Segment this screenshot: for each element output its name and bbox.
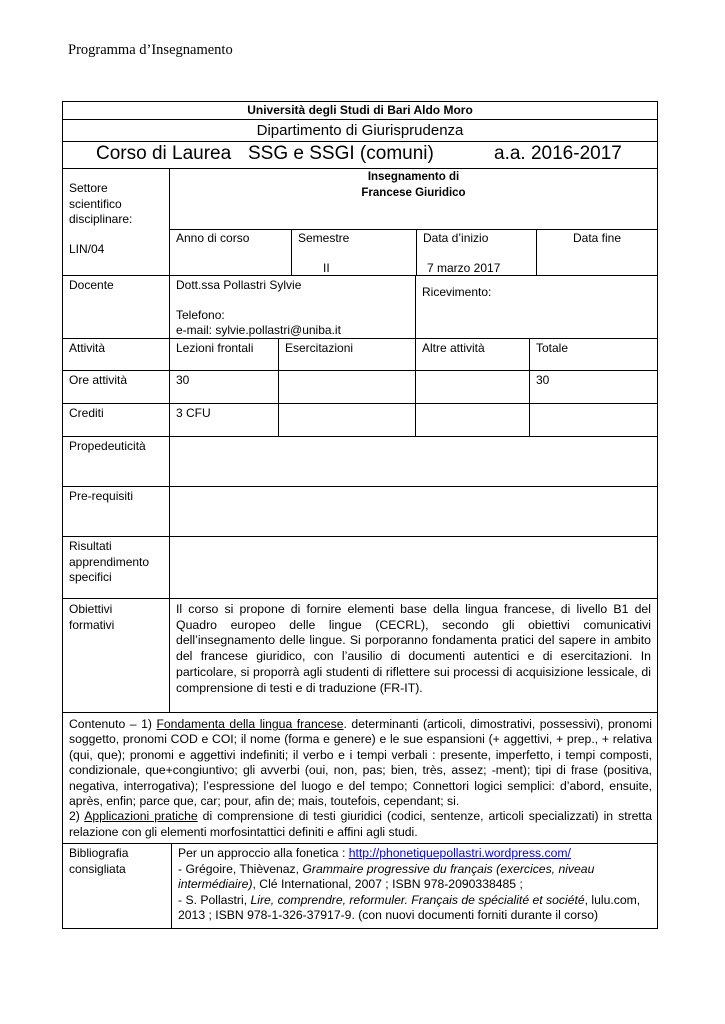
fonetica-prefix: Per un approccio alla fonetica : [178, 846, 349, 860]
crediti-altre [415, 404, 529, 436]
bibliografia-label-1: Bibliografia [69, 846, 129, 860]
ore-totale: 30 [529, 371, 657, 403]
contenuto-text [63, 713, 657, 840]
bibliografia-ref-2 [178, 893, 651, 924]
course-row [63, 142, 657, 169]
data-fine-cell [536, 229, 657, 275]
anno-label: Anno di corso [176, 231, 250, 245]
attivita-col-lezioni: Lezioni frontali [169, 339, 278, 370]
propedeuticita-value [169, 437, 657, 486]
obiettivi-text: Il corso si propone di fornire elementi base della lingua francese, di livello B1 del Quadro europeo delle lingue (CECRL), secondo gli obiettivi comunicativi dell’insegnamento delle lingue. Si porporanno fondamenta pratici del sapere in ambito del francese giuridico, con l’ausilio di documenti autentici e di esercitazioni. In particolare, si proporrà agli studenti di riflettere sui processi di acquisizione lessicale, di comprensione di testi e di traduzione (FR-IT). [169, 599, 657, 712]
propedeuticita-label: Propedeuticità [69, 439, 146, 453]
bibliografia-label-2: consigliata [69, 861, 126, 876]
data-inizio-label: Data d’inizio [423, 231, 489, 245]
semestre-value: II [323, 260, 330, 275]
insegnamento-label: Insegnamento di [367, 171, 460, 183]
contenuto-part1-title: Fondamenta della lingua francese [156, 717, 344, 731]
course-label: Corso di Laurea [96, 143, 232, 164]
risultati-label-cell [63, 537, 169, 598]
crediti-totale [529, 404, 657, 436]
risultati-row [63, 537, 657, 599]
contenuto-prefix2: 2) [69, 809, 85, 824]
university-name: Università degli Studi di Bari Aldo Moro [247, 103, 473, 117]
settore-row [63, 169, 657, 276]
data-inizio-cell [416, 229, 536, 275]
insegnamento-cell [170, 169, 657, 230]
docente-label: Docente [69, 278, 114, 292]
ore-esercitazioni [278, 371, 415, 403]
ref2-rest: , lulu.com, 2013 ; ISBN 978-1-326-37917-9. (con nuovi documenti forniti durante il corso) [178, 892, 641, 923]
contenuto-part2-text: di comprensione di testi giuridici (codici, sentenze, articoli specializzati) in stretta relazione con gli elementi morfosintattici definiti e affini agli studi. [69, 809, 652, 839]
ore-altre [415, 371, 529, 403]
data-fine-label: Data fine [572, 231, 622, 245]
risultati-label-1: Risultati [69, 539, 112, 553]
settore-cell [63, 169, 169, 275]
settore-label-3: disciplinare: [69, 212, 133, 226]
fonetica-link[interactable]: http://phonetiquepollastri.wordpress.com/ [348, 846, 571, 860]
settore-code: LIN/04 [69, 241, 105, 256]
insegnamento-area [169, 169, 657, 275]
anno-cell [170, 229, 291, 275]
risultati-label-2: apprendimento [69, 554, 150, 569]
bibliografia-row [63, 844, 657, 928]
semestre-cell [291, 229, 416, 275]
ref1-rest: , Clé International, 2007 ; ISBN 978-2090338485 ; [252, 877, 523, 892]
contenuto-part2-title: Applicazioni pratiche [84, 809, 198, 824]
obiettivi-label-1: Obiettivi [69, 602, 113, 616]
attivita-label: Attività [69, 341, 106, 355]
ore-row [63, 371, 657, 404]
attivita-row [63, 339, 657, 371]
attivita-col-totale: Totale [529, 339, 657, 370]
university-row [63, 102, 657, 120]
academic-year: a.a. 2016-2017 [494, 143, 622, 164]
ore-lezioni: 30 [169, 371, 278, 403]
contenuto-prefix: Contenuto – 1) [69, 717, 157, 731]
bibliografia-text [171, 844, 657, 928]
department-name: Dipartimento di Giurisprudenza [256, 122, 464, 139]
running-header: Programma d’Insegnamento [68, 42, 233, 58]
settore-label-2: scientifico [69, 196, 122, 211]
prerequisiti-row [63, 487, 657, 537]
docente-row [63, 276, 657, 339]
department-row [63, 120, 657, 142]
obiettivi-label-cell [63, 599, 169, 712]
insegnamento-name: Francese Giuridico [361, 187, 466, 199]
ref1-title: Grammaire progressive du français (exercices, niveau intermédiaire) [178, 861, 595, 892]
bibliografia-label-cell [63, 844, 169, 928]
schedule-row [170, 229, 657, 275]
contenuto-part1-text: . determinanti (articoli, dimostrativi, possessivi), pronomi soggetto, pronomi COD e COI; il nome (forma e genere) e le sue espansioni (+ aggettivi, + prep., + relativa (qui, que); pronomi e aggettivi indefiniti; il verbo e i tempi verbali : presente, imperfetto, i tempi composti, condizionale, que+congiuntivo; gli avverbi (oui, non, pas; bien, très, assez; -ment); tipi di frase (positiva, negativa, interrogativa); l’espressione del luogo e del tempo; Connettori logici semplici: d’abord, ensuite, après, enfin; parce que, car; pour, afin de; mais, toutefois, cependant; si. [69, 717, 652, 809]
propedeuticita-row [63, 437, 657, 487]
crediti-label: Crediti [69, 406, 104, 420]
obiettivi-label-2: formativi [69, 617, 115, 632]
risultati-label-3: specifici [69, 570, 112, 584]
ref1-authors: - Grégoire, Thièvenaz, [178, 861, 303, 876]
data-inizio-value: 7 marzo 2017 [427, 260, 501, 275]
docente-telefono: Telefono: [176, 307, 225, 322]
obiettivi-row [63, 599, 657, 713]
docente-name: Dott.ssa Pollastri Sylvie [176, 278, 302, 292]
crediti-row [63, 404, 657, 437]
ref2-authors: - S. Pollastri, [178, 892, 251, 907]
prerequisiti-label: Pre-requisiti [69, 489, 134, 503]
docente-email: e-mail: sylvie.pollastri@uniba.it [176, 323, 341, 337]
prerequisiti-value [169, 487, 657, 536]
ricevimento-cell [415, 276, 657, 338]
ref2-title: Lire, comprendre, reformuler. Français de spécialité et société [250, 892, 585, 907]
attivita-col-altre: Altre attività [415, 339, 529, 370]
bibliografia-ref-1 [178, 862, 651, 893]
course-program-table [62, 101, 658, 929]
attivita-col-esercitazioni: Esercitazioni [278, 339, 415, 370]
risultati-value [169, 537, 657, 598]
bibliografia-fonetica-line [178, 846, 651, 862]
crediti-esercitazioni [278, 404, 415, 436]
crediti-lezioni: 3 CFU [169, 404, 278, 436]
ore-label: Ore attività [69, 373, 128, 387]
settore-label-1: Settore [69, 181, 108, 195]
semestre-label: Semestre [298, 231, 350, 245]
course-name: SSG e SSGI (comuni) [248, 143, 434, 164]
ricevimento-label: Ricevimento: [422, 285, 492, 299]
docente-info-cell [169, 276, 415, 338]
contenuto-row [63, 713, 657, 844]
